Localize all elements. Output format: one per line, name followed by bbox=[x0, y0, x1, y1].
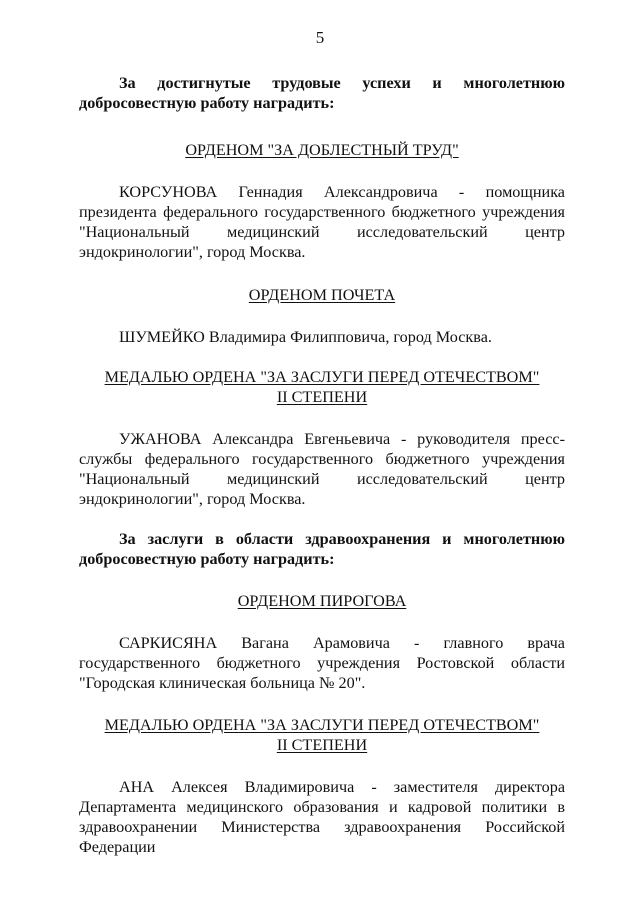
intro-healthcare-merits: За заслуги в области здравоохранения и многолетнюю добросовестную работу наградить: bbox=[79, 530, 565, 568]
person-korsunov: КОРСУНОВА Геннадия Александровича - помощника президента федерального государственного бюджетного учреждения "Национальный медицинский исследовательский центр эндокринологии", город Москва. bbox=[79, 183, 565, 261]
award-medal-merit-fatherland-degree: II СТЕПЕНИ bbox=[276, 388, 368, 406]
person-shumeyko: ШУМЕЙКО Владимира Филипповича, город Москва. bbox=[119, 328, 492, 346]
award-medal-merit-fatherland-degree-2: II СТЕПЕНИ bbox=[276, 736, 368, 754]
document-body bbox=[79, 73, 565, 857]
award-order-pirogov: ОРДЕНОМ ПИРОГОВА bbox=[237, 592, 407, 610]
person-sarkisyan: САРКИСЯНА Вагана Арамовича - главного врача государственного бюджетного учреждения Ростовской области "Городская клиническая больница № 20". bbox=[79, 634, 565, 692]
award-medal-merit-fatherland-title-2: МЕДАЛЬЮ ОРДЕНА "ЗА ЗАСЛУГИ ПЕРЕД ОТЕЧЕСТВОМ" bbox=[104, 716, 540, 734]
page-number: 5 bbox=[315, 28, 325, 47]
award-order-of-honor: ОРДЕНОМ ПОЧЕТА bbox=[248, 286, 396, 304]
award-order-valiant-labor: ОРДЕНОМ "ЗА ДОБЛЕСТНЫЙ ТРУД" bbox=[185, 141, 459, 159]
award-medal-merit-fatherland-title: МЕДАЛЬЮ ОРДЕНА "ЗА ЗАСЛУГИ ПЕРЕД ОТЕЧЕСТВОМ" bbox=[104, 368, 540, 386]
intro-labor-achievements: За достигнутые трудовые успехи и многолетнюю добросовестную работу наградить: bbox=[79, 74, 565, 112]
person-uzhanov: УЖАНОВА Александра Евгеньевича - руководителя пресс-службы федерального государственного бюджетного учреждения "Национальный медицинский исследовательский центр эндокринологии", город Москва. bbox=[79, 430, 565, 508]
person-an: АНА Алексея Владимировича - заместителя директора Департамента медицинского образования и кадровой политики в здравоохранении Министерства здравоохранения Российской Федерации bbox=[79, 778, 565, 856]
